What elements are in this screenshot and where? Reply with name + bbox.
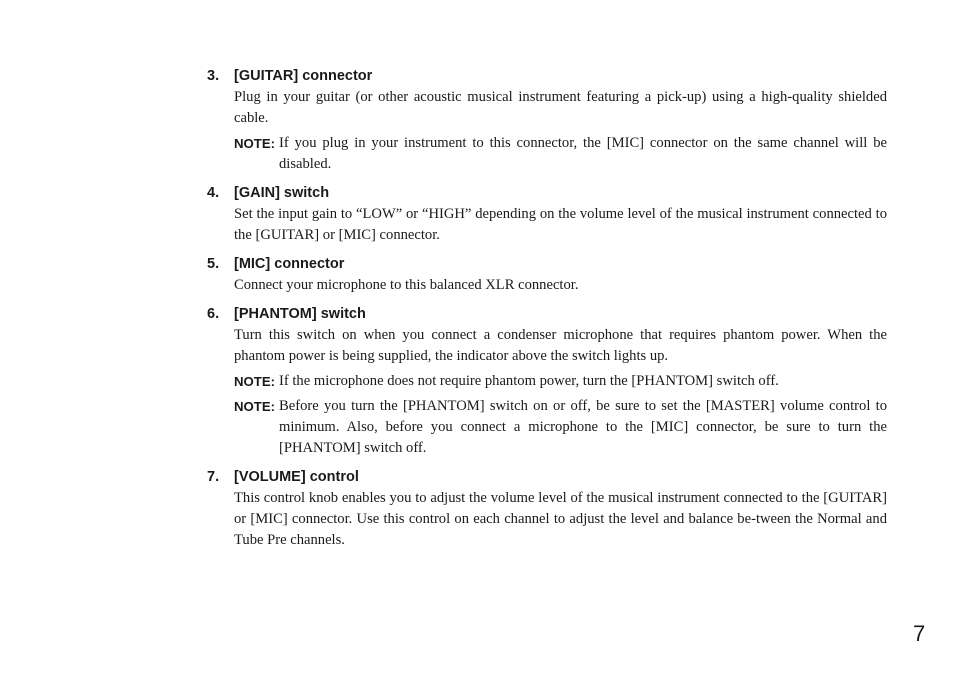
section-gain-switch <box>207 183 887 246</box>
section-number: 3. <box>207 68 220 84</box>
section-volume-control <box>207 467 887 551</box>
section-number: 7. <box>207 469 220 485</box>
note <box>234 396 887 459</box>
section-heading <box>207 183 887 204</box>
section-body: Turn this switch on when you connect a condenser microphone that requires phantom power. When the phantom power is being supplied, the indicator above the switch lights up. <box>234 327 887 364</box>
section-body: This control knob enables you to adjust the volume level of the musical instrument connected to the [GUITAR] or [MIC] connector. Use this control on each channel to adjust the level and balance be-tween the Normal and Tube Pre channels. <box>234 490 887 548</box>
note-label: NOTE: <box>234 374 276 389</box>
section-number: 6. <box>207 306 220 322</box>
section-body: Plug in your guitar (or other acoustic musical instrument featuring a pick-up) using a high-quality shielded cable. <box>234 89 887 126</box>
section-title: [MIC] connector <box>234 256 345 272</box>
section-heading <box>207 467 887 488</box>
note-text: If you plug in your instrument to this connector, the [MIC] connector on the same channel will be disabled. <box>279 135 887 172</box>
note <box>234 133 887 175</box>
section-title: [GAIN] switch <box>234 185 330 201</box>
section-title: [PHANTOM] switch <box>234 306 366 322</box>
section-number: 4. <box>207 185 220 201</box>
section-body: Set the input gain to “LOW” or “HIGH” depending on the volume level of the musical instrument connected to the [GUITAR] or [MIC] connector. <box>234 206 887 243</box>
section-title: [VOLUME] control <box>234 469 359 485</box>
section-mic-connector <box>207 254 887 296</box>
section-body: Connect your microphone to this balanced XLR connector. <box>234 277 579 293</box>
section-guitar-connector <box>207 66 887 175</box>
note-text: Before you turn the [PHANTOM] switch on or off, be sure to set the [MASTER] volume control to minimum. Also, before you connect a microphone to the [MIC] connector, be sure to turn the [PHANTOM] switch off. <box>279 398 887 456</box>
page-number: 7 <box>913 621 926 646</box>
section-number: 5. <box>207 256 220 272</box>
section-heading <box>207 304 887 325</box>
section-heading <box>207 66 887 87</box>
note-label: NOTE: <box>234 136 276 151</box>
section-heading <box>207 254 887 275</box>
section-phantom-switch <box>207 304 887 459</box>
note-label: NOTE: <box>234 399 276 414</box>
note-text: If the microphone does not require phantom power, turn the [PHANTOM] switch off. <box>279 373 779 389</box>
note <box>234 371 887 392</box>
manual-content <box>207 66 887 559</box>
section-title: [GUITAR] connector <box>234 68 373 84</box>
